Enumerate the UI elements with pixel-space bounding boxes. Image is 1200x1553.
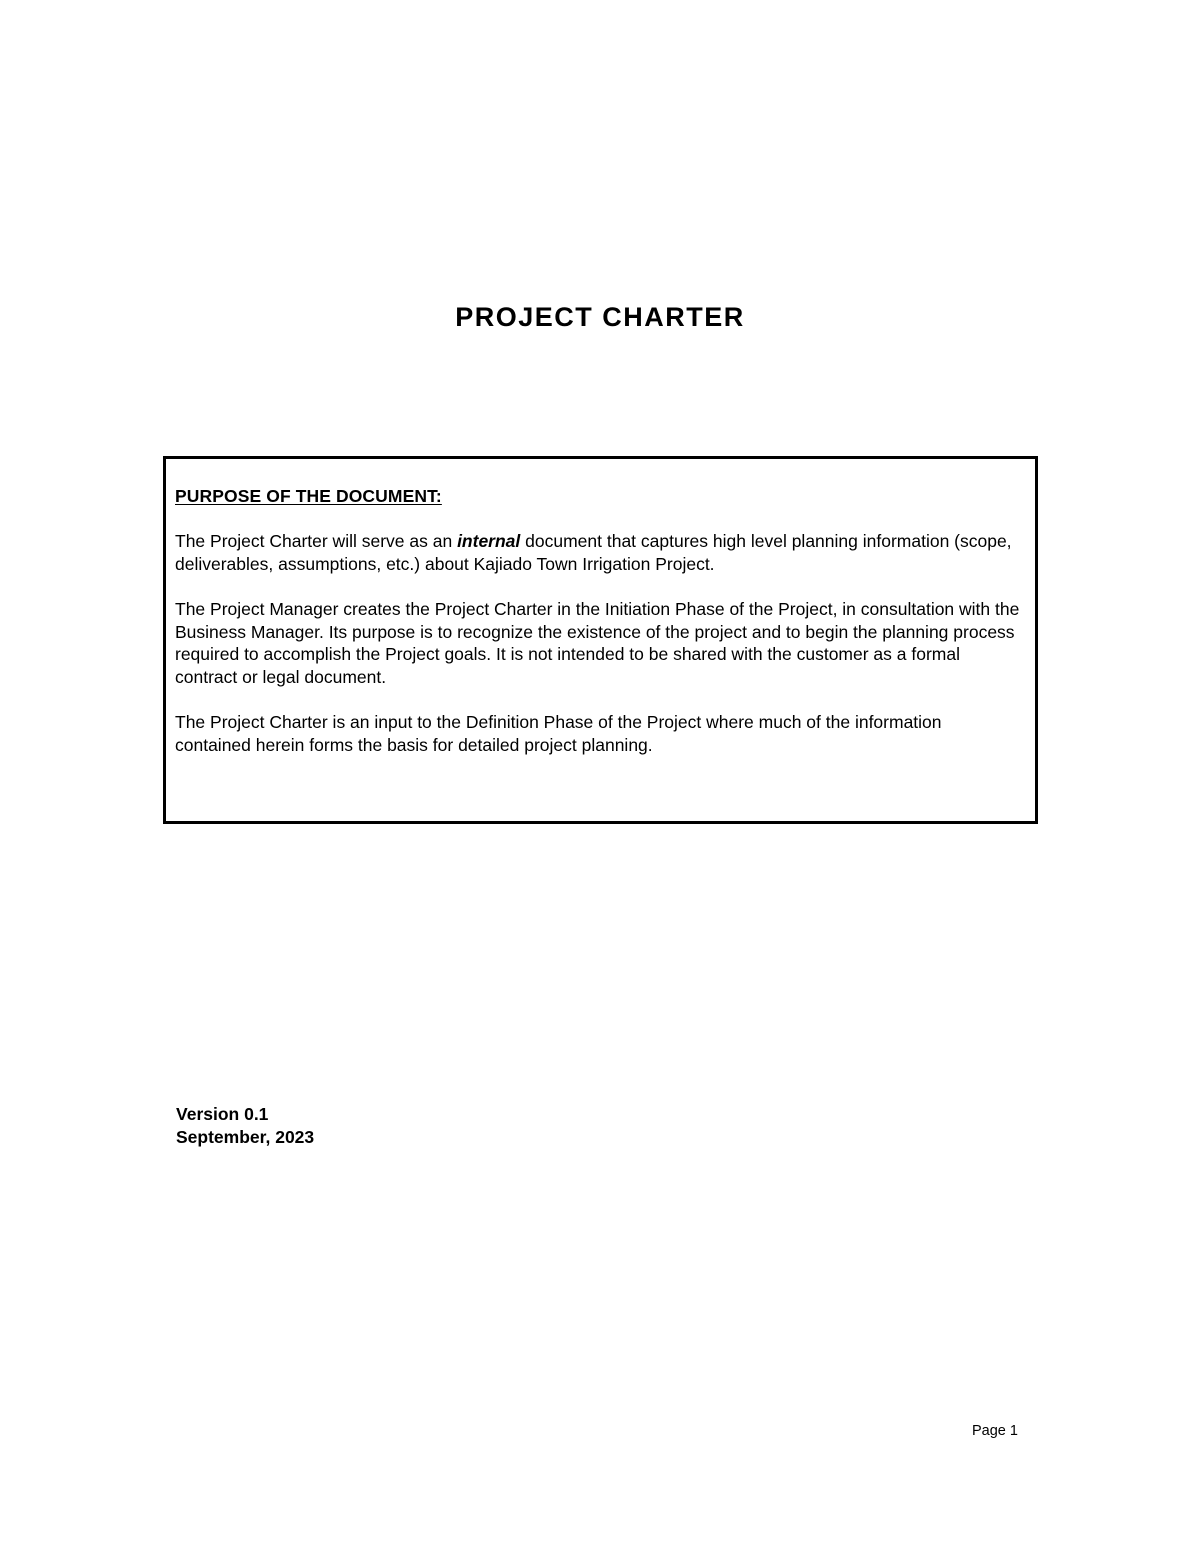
- internal-emphasis: internal: [457, 531, 521, 551]
- purpose-heading: PURPOSE OF THE DOCUMENT:: [175, 486, 442, 506]
- paragraph-1-rest: document that captures high level planning information (scope, deliverables, assumptions, etc.) about Kajiado Town Irrigation Project.: [175, 531, 1012, 574]
- paragraph-1-lead: The Project Charter will serve as an: [175, 531, 458, 551]
- version-date: September, 2023: [176, 1127, 315, 1147]
- version-label: Version 0.1: [176, 1104, 269, 1124]
- version-block: [176, 1103, 314, 1149]
- purpose-paragraph-2: The Project Manager creates the Project Charter in the Initiation Phase of the Project, in consultation with the Business Manager. Its purpose is to recognize the existence of the project and to begin the planning process required to accomplish the Project goals. It is not intended to be shared with the customer as a formal contract or legal document.: [175, 599, 1020, 687]
- purpose-box: [163, 456, 1038, 824]
- page-number: Page 1: [972, 1423, 1018, 1439]
- purpose-paragraph-3: The Project Charter is an input to the Definition Phase of the Project where much of the information contained herein forms the basis for detailed project planning.: [175, 712, 942, 755]
- document-title: PROJECT CHARTER: [455, 302, 745, 332]
- purpose-paragraph-1: [175, 530, 1020, 575]
